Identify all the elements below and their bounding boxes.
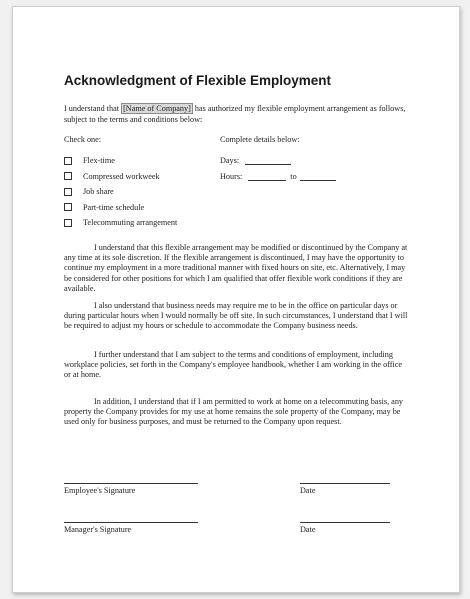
checkbox-icon[interactable]: [64, 157, 72, 165]
to-label: to: [290, 171, 297, 181]
manager-date-label: Date: [300, 525, 316, 534]
employee-signature-line[interactable]: [64, 483, 198, 484]
days-row: [220, 153, 336, 169]
manager-date-line[interactable]: [300, 522, 390, 523]
hours-from-field[interactable]: [248, 172, 286, 181]
intro-paragraph: [64, 103, 424, 125]
manager-signature-label: Manager's Signature: [64, 525, 132, 534]
employee-signature-label: Employee's Signature: [64, 486, 136, 495]
document-page: [12, 6, 460, 593]
checkbox-icon[interactable]: [64, 203, 72, 211]
checkbox-icon[interactable]: [64, 219, 72, 227]
company-name-placeholder[interactable]: [Name of Company]: [123, 104, 191, 113]
paragraph-business-needs: I also understand that business needs may require me to be in the office on particular days or during particular hours when I would normally be off site. In such circumstances, I understand that I will be required to adjust my hours or schedule to accommodate the Company business needs.: [64, 301, 408, 331]
option-job-share[interactable]: [64, 184, 177, 200]
option-compressed-workweek[interactable]: [64, 169, 177, 185]
days-label: Days:: [220, 156, 240, 166]
option-telecommuting[interactable]: [64, 215, 177, 231]
manager-signature-line[interactable]: [64, 522, 198, 523]
option-part-time-schedule[interactable]: [64, 200, 177, 216]
option-label: Compressed workweek: [83, 171, 160, 181]
option-label: Telecommuting arrangement: [83, 218, 178, 228]
paragraph-modification: I understand that this flexible arrangement may be modified or discontinued by the Company at any time at its sole discretion. If the flexible arrangement is discontinued, I may have the opportunity to continue my employment in a more traditional manner with fixed hours on site, etc. Alternatively, I may be considered for other positions for which I am qualified that offer flexible work conditions if they are available.: [64, 243, 408, 293]
option-label: Flex-time: [83, 156, 115, 166]
hours-to-field[interactable]: [300, 172, 336, 181]
hours-label: Hours:: [220, 171, 243, 181]
option-label: Part-time schedule: [83, 202, 145, 212]
intro-text-before: I understand that: [64, 104, 122, 113]
hours-row: [220, 169, 336, 185]
employee-date-line[interactable]: [300, 483, 390, 484]
intro-text-after: has authorized my flexible employment arrangement as follows, subject to the terms and conditions below:: [64, 104, 406, 124]
complete-details-label: Complete details below:: [220, 135, 300, 144]
days-field[interactable]: [245, 156, 291, 165]
checkbox-icon[interactable]: [64, 172, 72, 180]
option-flex-time[interactable]: [64, 153, 177, 169]
arrangement-options-list: [64, 153, 177, 231]
paragraph-property: In addition, I understand that if I am permitted to work at home on a telecommuting basis, any property the Company provides for my use at home remains the sole property of the Company, may be used only for business purposes, and must be returned to the Company upon request.: [64, 397, 404, 427]
paragraph-terms: I further understand that I am subject to the terms and conditions of employment, including workplace policies, set forth in the Company's employee handbook, whether I am working in the office or at home.: [64, 350, 403, 380]
employee-date-label: Date: [300, 486, 316, 495]
check-one-label: Check one:: [64, 135, 102, 144]
document-title: Acknowledgment of Flexible Employment: [64, 73, 332, 88]
schedule-details: [220, 153, 336, 184]
option-label: Job share: [83, 187, 114, 197]
checkbox-icon[interactable]: [64, 188, 72, 196]
